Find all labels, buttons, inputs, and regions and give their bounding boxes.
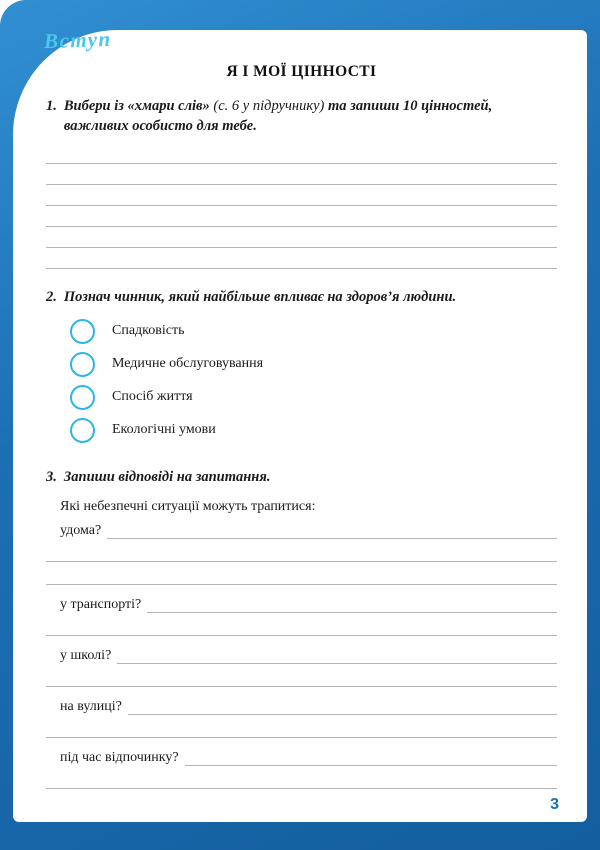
question-label: у школі? [60,648,112,664]
answer-line-full[interactable] [46,613,557,636]
option-checkbox-circle[interactable] [70,385,95,410]
question-block [46,693,557,742]
task2-heading [46,287,557,307]
task2-text: Познач чинник, який найбільше впливає на здоров’я людини. [63,288,457,305]
option-row [70,348,557,381]
question-row [46,642,557,664]
answer-line-full[interactable] [46,766,557,789]
question-gap [46,585,557,589]
task-2 [46,287,557,447]
task1-text-bold-2: та запиши 10 цінностей, важливих особисто для тебе. [63,98,493,135]
task1-text-plain: (с. 6 у підручнику) [209,98,329,114]
option-row [70,381,557,414]
workbook-page [13,30,587,822]
option-checkbox-circle[interactable] [70,418,95,443]
question-label: на вулиці? [60,699,122,715]
answer-line[interactable] [46,248,557,269]
option-label: Екологічні умови [112,422,216,438]
option-label: Медичне обслуговування [112,356,264,372]
question-gap [46,789,557,793]
answer-line-inline[interactable] [107,516,557,539]
option-checkbox-circle[interactable] [70,319,95,344]
option-checkbox-circle[interactable] [70,352,95,377]
task3-intro: Які небезпечні ситуації можуть трапитися: [60,499,316,515]
question-block [46,744,557,793]
task2-options [70,315,557,447]
task3-questions [46,517,557,793]
answer-line-full[interactable] [46,715,557,738]
task1-heading [46,96,557,137]
answer-line-inline[interactable] [128,692,557,715]
task1-answer-lines [46,143,557,269]
option-row [70,315,557,348]
question-row [46,517,557,539]
option-label: Спосіб життя [112,389,193,405]
page-title: Я І МОЇ ЦІННОСТІ [226,63,377,80]
answer-line-inline[interactable] [147,590,557,613]
page-number: 3 [550,796,559,813]
task3-heading [46,467,557,487]
question-label: удома? [60,523,102,539]
answer-line[interactable] [46,206,557,227]
question-block [46,591,557,640]
question-row [46,693,557,715]
answer-line-inline[interactable] [185,743,557,766]
question-label: під час відпочинку? [60,750,179,766]
task2-number: 2. [46,288,57,305]
question-row [46,744,557,766]
task1-text [64,96,557,137]
answer-line-full[interactable] [46,562,557,585]
task1-number: 1. [46,98,57,114]
question-gap [46,636,557,640]
option-label: Спадковість [112,323,185,339]
answer-line[interactable] [46,164,557,185]
task3-number: 3. [46,468,57,485]
question-block [46,517,557,589]
question-label: у транспорті? [60,597,142,613]
task1-text-bold-1: Вибери із «хмари слів» [63,98,210,114]
question-block [46,642,557,691]
page-content [46,30,557,822]
answer-line-full[interactable] [46,539,557,562]
answer-line[interactable] [46,185,557,206]
question-gap [46,738,557,742]
answer-line-full[interactable] [46,664,557,687]
answer-line[interactable] [46,143,557,164]
task-3 [46,467,557,793]
question-row [46,591,557,613]
answer-line[interactable] [46,227,557,248]
task3-text: Запиши відповіді на запитання. [63,468,271,485]
task-1 [46,96,557,269]
answer-line-inline[interactable] [117,641,557,664]
section-label: Вступ [43,26,113,54]
option-row [70,414,557,447]
question-gap [46,687,557,691]
